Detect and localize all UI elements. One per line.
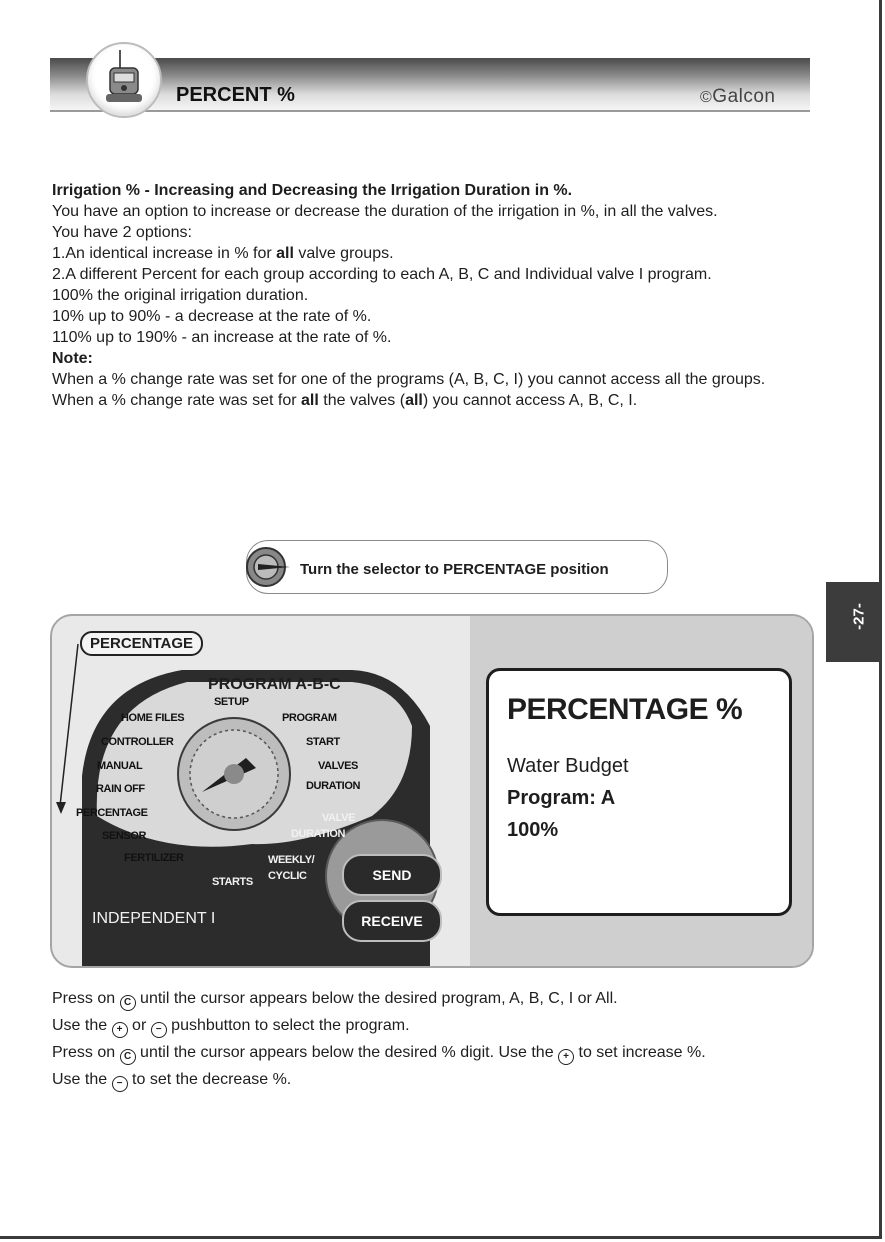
dial-label-cyclic: CYCLIC xyxy=(268,870,307,882)
galcon-logo xyxy=(700,86,776,108)
note-1: When a % change rate was set for one of the programs (A, B, C, I) you cannot access all the groups. xyxy=(52,371,766,388)
dial-label-home-files: HOME FILES xyxy=(121,712,185,724)
dial-label-rain-off: RAIN OFF xyxy=(96,783,145,795)
option-1-text-end: valve groups. xyxy=(293,245,394,262)
lcd-title-text: PERCENTAGE xyxy=(507,693,709,726)
lcd-percent-value: 100% xyxy=(507,819,559,841)
c-button-icon: C xyxy=(120,1049,136,1065)
instruction-3-text-mid: until the cursor appears below the desired % digit. Use the xyxy=(135,1044,559,1061)
page-number-tab xyxy=(826,582,882,662)
note-2-text: When a % change rate was set for xyxy=(52,392,302,409)
note-2-bold: all xyxy=(301,392,319,409)
note-2-bold-2: all xyxy=(405,392,423,409)
body-text xyxy=(52,180,822,411)
line-original-duration: 100% the original irrigation duration. xyxy=(52,287,309,304)
instruction-2 xyxy=(52,1015,822,1038)
percentage-callout: PERCENTAGE xyxy=(80,631,203,656)
line-decrease: 10% up to 90% - a decrease at the rate of %. xyxy=(52,308,372,325)
brand-mark: © xyxy=(700,89,713,106)
dial-label-duration: DURATION xyxy=(306,780,361,792)
selector-instruction-text: Turn the selector to PERCENTAGE position xyxy=(300,561,609,578)
c-button-icon: C xyxy=(120,995,136,1011)
page-title: PERCENT % xyxy=(176,84,295,106)
minus-button-icon: − xyxy=(112,1076,128,1092)
options-title: You have 2 options: xyxy=(52,224,192,241)
instruction-1-text-end: until the cursor appears below the desired program, A, B, C, I or All. xyxy=(135,990,618,1007)
minus-button-icon: − xyxy=(151,1022,167,1038)
option-1-bold: all xyxy=(276,245,294,262)
instruction-4-text-end: to set the decrease %. xyxy=(127,1071,292,1088)
page-number: -27- xyxy=(850,603,868,630)
independent-label: INDEPENDENT I xyxy=(92,910,216,927)
lcd-water-budget: Water Budget xyxy=(507,755,629,777)
dial-label-weekly: WEEKLY/ xyxy=(268,854,315,866)
plus-button-icon: + xyxy=(112,1022,128,1038)
instruction-1 xyxy=(52,988,822,1011)
dial-label-program: PROGRAM xyxy=(282,712,337,724)
dial-label-sensor: SENSOR xyxy=(102,830,147,842)
header-banner xyxy=(50,58,810,112)
dial-label-fertilizer: FERTILIZER xyxy=(124,852,184,864)
program-abc-label: PROGRAM A-B-C xyxy=(208,676,341,693)
instruction-4-text: Use the xyxy=(52,1071,112,1088)
dial-label-valves: VALVES xyxy=(318,760,358,772)
option-1 xyxy=(52,243,822,264)
dial-label-valve: VALVE xyxy=(322,812,356,824)
note-label: Note: xyxy=(52,350,93,367)
line-increase: 110% up to 190% - an increase at the rate of %. xyxy=(52,329,392,346)
instruction-3-text: Press on xyxy=(52,1044,120,1061)
instruction-3-text-end: to set increase %. xyxy=(574,1044,706,1061)
instruction-3 xyxy=(52,1042,822,1065)
instruction-2-text-mid: or xyxy=(127,1017,151,1034)
send-button[interactable]: SEND xyxy=(342,854,442,896)
dial-label-starts: STARTS xyxy=(212,876,253,888)
controller-device-icon xyxy=(86,42,162,118)
note-2-text-mid: the valves ( xyxy=(318,392,406,409)
dial-label-start: START xyxy=(306,736,340,748)
lcd-title xyxy=(507,693,742,727)
instruction-1-text: Press on xyxy=(52,990,120,1007)
option-2: 2.A different Percent for each group according to each A, B, C and Individual valve I program. xyxy=(52,266,712,283)
lcd-program: Program: A xyxy=(507,787,616,809)
dial-label-manual: MANUAL xyxy=(97,760,143,772)
instruction-2-text-end: pushbutton to select the program. xyxy=(166,1017,410,1034)
dial-label-valve-duration: DURATION xyxy=(291,828,346,840)
lcd-title-symbol: % xyxy=(715,693,743,726)
brand-name: Galcon xyxy=(712,86,776,107)
intro-paragraph: You have an option to increase or decrease the duration of the irrigation in %, in all the valves. xyxy=(52,203,718,220)
note-2-text-end: ) you cannot access A, B, C, I. xyxy=(422,392,638,409)
section-heading: Irrigation % - Increasing and Decreasing the Irrigation Duration in %. xyxy=(52,182,573,199)
dial-label-setup: SETUP xyxy=(214,696,249,708)
instruction-2-text: Use the xyxy=(52,1017,112,1034)
receive-button[interactable]: RECEIVE xyxy=(342,900,442,942)
option-1-text: 1.An identical increase in % for xyxy=(52,245,277,262)
dial-label-controller: CONTROLLER xyxy=(101,736,174,748)
lcd-screen xyxy=(486,668,792,916)
selector-knob-icon xyxy=(244,545,292,589)
dial-label-percentage: PERCENTAGE xyxy=(76,807,148,819)
plus-button-icon: + xyxy=(558,1049,574,1065)
instructions xyxy=(52,988,822,1096)
note-2 xyxy=(52,390,822,411)
instruction-4 xyxy=(52,1069,822,1092)
